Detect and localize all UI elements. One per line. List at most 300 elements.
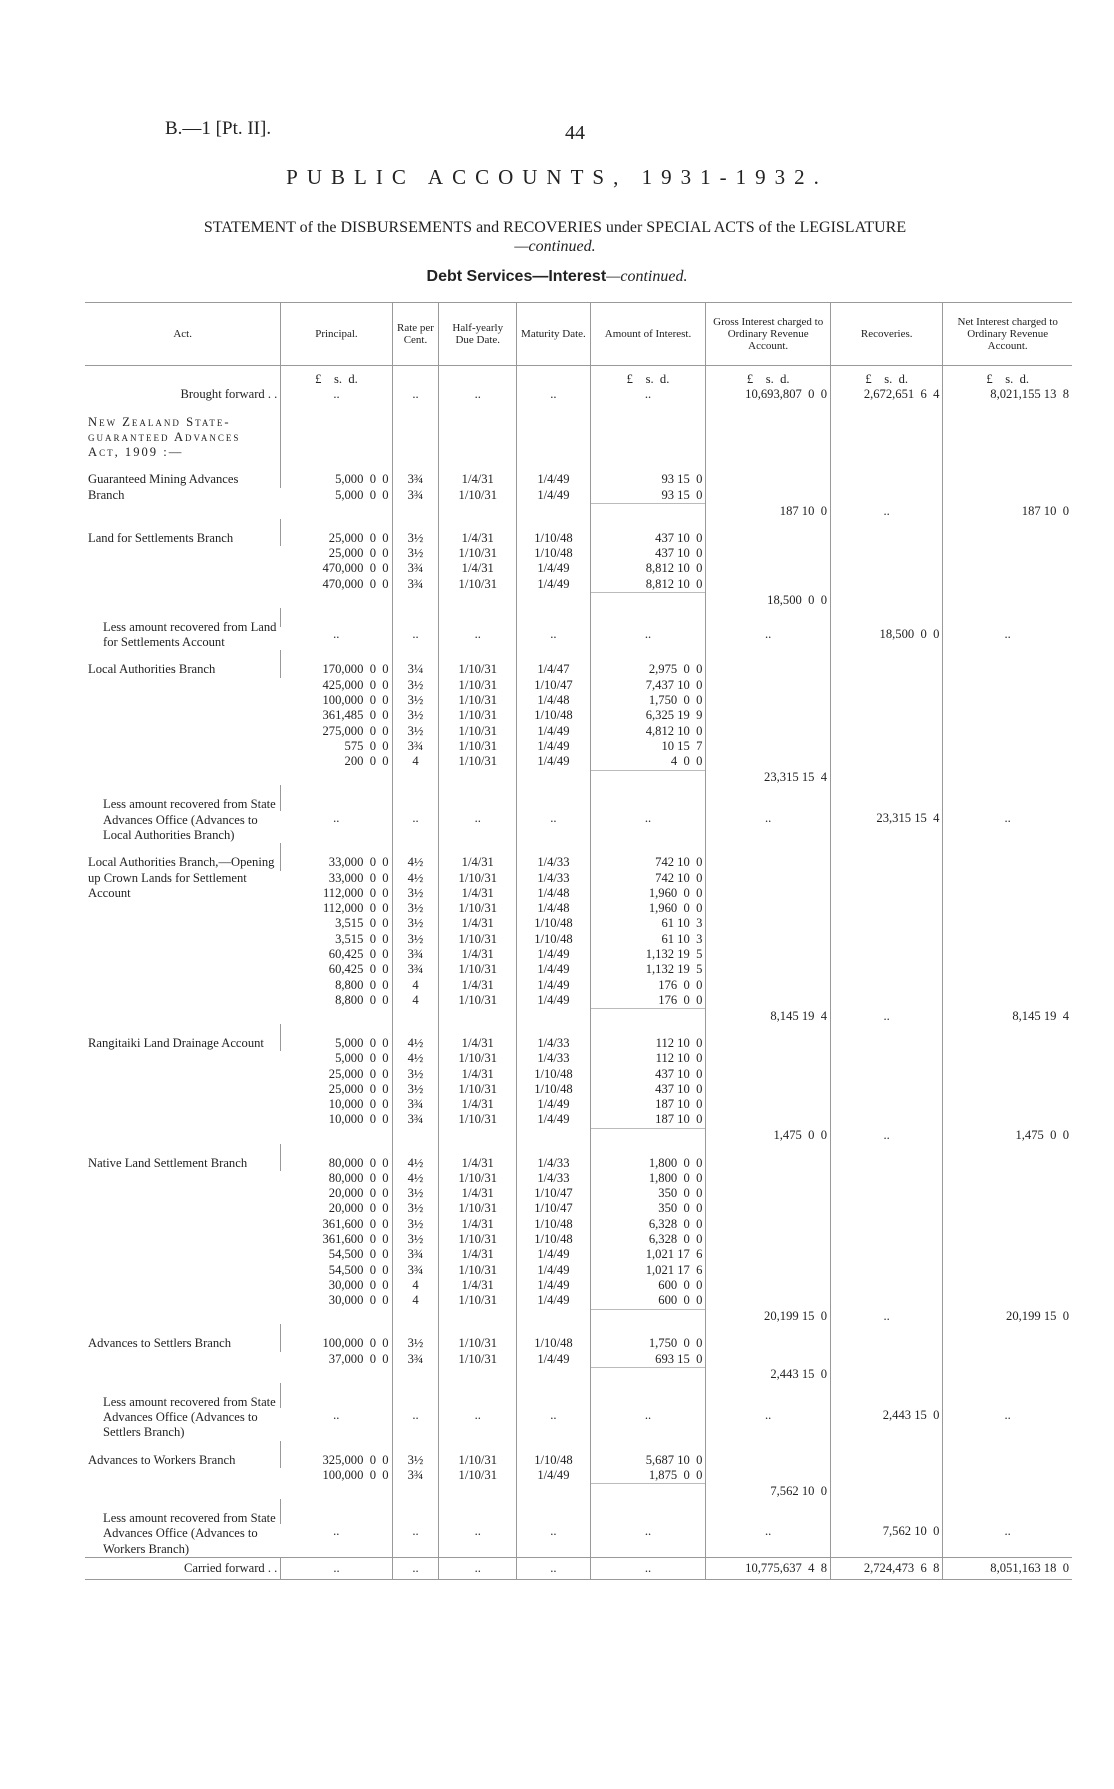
interest-amount-cell: 693 15 0 [590,1352,706,1368]
gross-cell [706,1293,831,1309]
rate-cell [392,1128,439,1143]
act-heading [85,403,281,461]
recoveries-cell [831,519,943,546]
due-date-cell [439,1484,517,1499]
principal-cell: .. [333,1408,340,1423]
interest-amount-cell: .. [590,1524,706,1557]
gross-cell [706,1082,831,1097]
due-date-cell: 1/10/31 [439,1112,517,1128]
recoveries-cell [831,678,943,693]
interest-amount-cell: 61 10 3 [590,916,706,931]
net-cell: .. [943,1524,1072,1557]
empty-cell [392,785,439,810]
principal-cell: 575 0 0 [344,738,389,753]
gross-cell [706,546,831,561]
principal-cell: 10,000 0 0 [328,1112,389,1127]
interest-amount-cell: 2,975 0 0 [590,650,706,677]
principal-cell: 361,600 0 0 [322,1232,389,1247]
maturity-date-cell: 1/10/48 [517,1441,590,1468]
principal-cell [281,1367,392,1382]
due-date-cell: 1/10/31 [439,1201,517,1216]
principal-cell: 470,000 0 0 [322,561,389,576]
interest-amount-cell: 93 15 0 [590,460,706,487]
gross-cell: 187 10 0 [706,504,831,519]
recoveries-cell [831,947,943,962]
col-due: Half-yearly Due Date. [439,303,517,366]
empty-cell [281,785,392,810]
principal-cell: 275,000 0 0 [322,723,389,738]
due-date-cell: 1/10/31 [439,1082,517,1097]
due-date-cell: .. [439,811,517,843]
rate-cell: 4½ [392,871,439,886]
net-cell [943,1144,1072,1171]
recoveries-cell [831,1293,943,1309]
interest-amount-cell: 437 10 0 [590,546,706,561]
due-date-cell: 1/10/31 [439,1324,517,1351]
empty-cell [831,608,943,627]
maturity-date-cell [517,1484,590,1499]
net-cell [943,843,1072,870]
principal-cell: 30,000 0 0 [328,1277,389,1292]
empty-cell [439,785,517,810]
due-date-cell: 1/4/31 [439,947,517,962]
empty-cell [439,608,517,627]
gross-cell: 18,500 0 0 [706,593,831,608]
recoveries-cell [831,1144,943,1171]
principal-cell [281,593,392,608]
principal-cell: 60,425 0 0 [328,947,389,961]
principal-cell [281,1128,392,1143]
gross-cell: 7,562 10 0 [706,1484,831,1499]
due-date-cell: 1/10/31 [439,754,517,770]
gross-cell [706,993,831,1009]
interest-amount-cell: 1,800 0 0 [590,1171,706,1186]
net-cell [943,460,1072,487]
act-heading-line3: Act, 1909 :— [88,445,184,460]
recoveries-cell [831,962,943,977]
bf-due: .. [439,387,517,402]
maturity-date-cell: 1/4/49 [517,724,590,739]
section-subtitle [0,268,1114,286]
net-cell [943,1171,1072,1186]
recoveries-cell [831,593,943,608]
empty-cell [439,1499,517,1524]
due-date-cell: 1/10/31 [439,724,517,739]
due-date-cell: 1/10/31 [439,650,517,677]
principal-cell: 25,000 0 0 [328,1066,389,1081]
statement-continued: —continued. [514,238,596,255]
principal-cell: .. [333,1524,340,1539]
rate-cell: 3½ [392,916,439,931]
act-heading-row [85,403,1072,461]
principal-cell: 112,000 0 0 [322,901,389,916]
gross-cell: .. [706,1408,831,1440]
interest-amount-cell: 187 10 0 [590,1097,706,1112]
principal-cell: 33,000 0 0 [281,843,392,870]
net-cell [943,1367,1072,1382]
due-date-cell [439,1009,517,1024]
rate-cell: 3½ [392,886,439,901]
gross-cell [706,561,831,576]
recoveries-cell [831,978,943,993]
principal-cell: 361,600 0 0 [322,1216,389,1231]
rate-cell: 4 [392,1278,439,1293]
rate-cell: 3¾ [392,1112,439,1128]
rate-cell: 4½ [392,1144,439,1171]
principal-cell: 361,485 0 0 [322,708,389,723]
due-date-cell: .. [439,627,517,651]
rate-cell: 3½ [392,693,439,708]
recoveries-cell [831,561,943,576]
recoveries-cell [831,739,943,754]
gross-cell [706,1352,831,1368]
rate-cell: 3¾ [392,488,439,504]
empty-cell [706,608,831,627]
maturity-date-cell: 1/4/47 [517,650,590,677]
recoveries-cell [831,708,943,723]
cf-due: .. [439,1557,517,1579]
empty-cell [706,785,831,810]
bf-recoveries: 2,672,651 6 4 [831,387,943,402]
rate-cell: 3¾ [392,1263,439,1278]
recoveries-cell [831,1082,943,1097]
gross-cell: .. [706,627,831,651]
empty-cell [943,608,1072,627]
gross-cell [706,1441,831,1468]
recoveries-cell [831,886,943,901]
act-heading-line1: New Zealand State- [88,414,231,429]
maturity-date-cell: 1/4/33 [517,1051,590,1066]
empty-cell [831,1499,943,1524]
cf-rate: .. [392,1557,439,1579]
rate-cell: 3¾ [392,962,439,977]
interest-amount-cell: 600 0 0 [590,1293,706,1309]
rate-cell: 3¾ [392,739,439,754]
maturity-date-cell: 1/4/49 [517,947,590,962]
rate-cell [392,1309,439,1324]
recoveries-cell [831,1217,943,1232]
empty-cell [392,1383,439,1408]
gross-cell: 1,475 0 0 [706,1128,831,1143]
interest-amount-cell: 437 10 0 [590,519,706,546]
maturity-date-cell: 1/4/49 [517,1352,590,1368]
rate-cell: 4 [392,993,439,1009]
subtitle-continued: —continued. [606,268,688,285]
interest-amount-cell: 1,960 0 0 [590,886,706,901]
carried-forward-label: Carried forward . . [85,1557,281,1579]
principal-cell: 54,500 0 0 [328,1262,389,1277]
gross-cell [706,1247,831,1262]
interest-amount-cell: 742 10 0 [590,871,706,886]
interest-amount-cell: 8,812 10 0 [590,577,706,593]
interest-amount-cell: 437 10 0 [590,1082,706,1097]
due-date-cell [439,593,517,608]
interest-amount-cell: 93 15 0 [590,488,706,504]
net-cell [943,1051,1072,1066]
due-date-cell: 1/4/31 [439,519,517,546]
gross-cell [706,962,831,977]
rate-cell: 3½ [392,1217,439,1232]
net-cell [943,1186,1072,1201]
recoveries-cell [831,932,943,947]
principal-cell: 20,000 0 0 [328,1186,389,1201]
recoveries-cell [831,693,943,708]
principal-cell: 10,000 0 0 [328,1097,389,1112]
due-date-cell: 1/4/31 [439,1278,517,1293]
gross-cell [706,724,831,739]
due-date-cell: 1/10/31 [439,1293,517,1309]
due-date-cell: 1/10/31 [439,577,517,593]
section-name: Guaranteed Mining Advances Branch [88,472,239,502]
table-row [85,1144,1072,1171]
maturity-date-cell [517,1009,590,1024]
gross-cell [706,488,831,504]
col-maturity: Maturity Date. [517,303,590,366]
principal-cell: 5,000 0 0 [335,1051,389,1066]
interest-amount-cell: 1,021 17 6 [590,1247,706,1262]
recoveries-cell [831,724,943,739]
interest-amount-cell: 1,021 17 6 [590,1263,706,1278]
gross-cell [706,754,831,770]
rate-cell: 3½ [392,901,439,916]
maturity-date-cell [517,770,590,785]
recoveries-cell [831,993,943,1009]
interest-amount-cell: .. [590,1408,706,1440]
table-row [85,519,1072,546]
gross-cell [706,1024,831,1051]
net-cell: .. [943,811,1072,843]
cf-gross: 10,775,637 4 8 [706,1557,831,1579]
maturity-date-cell: 1/4/49 [517,1263,590,1278]
maturity-date-cell: 1/10/48 [517,708,590,723]
cf-net: 8,051,163 18 0 [943,1557,1072,1579]
maturity-date-cell: 1/4/49 [517,1247,590,1262]
interest-amount-cell [590,504,706,519]
recoveries-cell [831,1051,943,1066]
due-date-cell: 1/4/31 [439,561,517,576]
gross-cell: 23,315 15 4 [706,770,831,785]
principal-cell: 100,000 0 0 [322,1467,389,1482]
recoveries-cell: .. [831,1309,943,1324]
maturity-date-cell: 1/10/47 [517,1186,590,1201]
gross-cell [706,916,831,931]
col-net: Net Interest charged to Ordinary Revenue Account. [943,303,1072,366]
due-date-cell: 1/4/31 [439,460,517,487]
principal-cell: 5,000 0 0 [335,487,389,502]
maturity-date-cell: 1/4/49 [517,754,590,770]
rate-cell: .. [392,627,439,651]
principal-cell: 37,000 0 0 [328,1351,389,1366]
empty-cell [281,1499,392,1524]
due-date-cell [439,504,517,519]
recoveries-cell [831,1232,943,1247]
principal-cell: 8,800 0 0 [335,977,389,992]
interest-amount-cell [590,1309,706,1324]
principal-cell: 170,000 0 0 [281,650,392,677]
net-cell [943,693,1072,708]
interest-amount-cell: 350 0 0 [590,1201,706,1216]
empty-cell [281,1383,392,1408]
recoveries-cell [831,871,943,886]
net-cell [943,1217,1072,1232]
recoveries-cell [831,1097,943,1112]
col-gross: Gross Interest charged to Ordinary Revenue Account. [706,303,831,366]
table-row [85,608,1072,627]
rate-cell: .. [392,1408,439,1440]
net-cell [943,754,1072,770]
net-cell [943,916,1072,931]
maturity-date-cell: .. [517,627,590,651]
principal-cell: .. [333,810,340,825]
net-cell [943,708,1072,723]
net-cell: 1,475 0 0 [943,1128,1072,1143]
recoveries-cell [831,546,943,561]
rate-cell: 3½ [392,1232,439,1247]
rate-cell: .. [392,1524,439,1557]
due-date-cell: 1/4/31 [439,1144,517,1171]
interest-amount-cell: 112 10 0 [590,1051,706,1066]
principal-cell: 3,515 0 0 [335,931,389,946]
col-rate: Rate per Cent. [392,303,439,366]
empty-cell [831,1383,943,1408]
interest-amount-cell [590,1009,706,1024]
recoveries-cell [831,843,943,870]
gross-cell [706,1468,831,1484]
due-date-cell: 1/4/31 [439,843,517,870]
unit-recoveries: £ s. d. [831,366,943,388]
interest-amount-cell: 176 0 0 [590,993,706,1009]
recoveries-cell: .. [831,504,943,519]
ledger-table [85,302,1072,1580]
maturity-date-cell: 1/4/49 [517,577,590,593]
due-date-cell: 1/4/31 [439,916,517,931]
recoveries-cell [831,1324,943,1351]
due-date-cell: 1/4/31 [439,1024,517,1051]
gross-cell [706,678,831,693]
unit-principal: £ s. d. [281,366,392,388]
maturity-date-cell: 1/4/49 [517,978,590,993]
rate-cell: 3¾ [392,1247,439,1262]
interest-amount-cell: 8,812 10 0 [590,561,706,576]
interest-amount-cell: 1,800 0 0 [590,1144,706,1171]
interest-amount-cell: 6,325 19 9 [590,708,706,723]
due-date-cell [439,1309,517,1324]
gross-cell [706,460,831,487]
due-date-cell [439,770,517,785]
net-cell [943,1067,1072,1082]
gross-cell [706,650,831,677]
principal-cell: 20,000 0 0 [328,1201,389,1216]
maturity-date-cell: 1/10/48 [517,1324,590,1351]
maturity-date-cell: 1/4/33 [517,1171,590,1186]
net-cell [943,993,1072,1009]
net-cell [943,1112,1072,1128]
rate-cell: 4½ [392,1051,439,1066]
interest-amount-cell [590,593,706,608]
net-cell: 187 10 0 [943,504,1072,519]
empty-cell [590,1383,706,1408]
net-cell [943,1441,1072,1468]
col-principal: Principal. [281,303,392,366]
section-name: Land for Settlements Branch [88,530,234,545]
gross-cell [706,1186,831,1201]
table-row [85,1324,1072,1351]
net-cell [943,1352,1072,1368]
net-cell: 8,145 19 4 [943,1009,1072,1024]
net-cell [943,724,1072,739]
document-reference: B.—1 [Pt. II]. [165,118,272,139]
rate-cell: 4 [392,1293,439,1309]
net-cell [943,1484,1072,1499]
principal-cell: 3,515 0 0 [335,916,389,931]
gross-cell [706,1051,831,1066]
due-date-cell: 1/10/31 [439,678,517,693]
gross-cell [706,708,831,723]
section-name: Less amount recovered from Land for Settlements Account [103,619,277,650]
cf-recoveries: 2,724,473 6 8 [831,1557,943,1579]
maturity-date-cell: 1/4/49 [517,962,590,977]
col-amount: Amount of Interest. [590,303,706,366]
empty-cell [943,1383,1072,1408]
rate-cell: 3¾ [392,577,439,593]
net-cell [943,1201,1072,1216]
bf-principal: .. [281,387,392,402]
maturity-date-cell: 1/4/49 [517,1097,590,1112]
empty-cell [392,1499,439,1524]
maturity-date-cell: 1/10/48 [517,546,590,561]
interest-amount-cell: 5,687 10 0 [590,1441,706,1468]
principal-cell: 100,000 0 0 [322,693,389,708]
interest-amount-cell: 1,875 0 0 [590,1468,706,1484]
maturity-date-cell: 1/4/49 [517,1112,590,1128]
rate-cell [392,1367,439,1382]
statement-text: STATEMENT of the DISBURSEMENTS and RECOVERIES under SPECIAL ACTS of the LEGISLATURE [203,219,907,236]
recoveries-cell [831,650,943,677]
due-date-cell: 1/10/31 [439,1468,517,1484]
rate-cell: 3¾ [392,1352,439,1368]
maturity-date-cell: 1/10/48 [517,519,590,546]
section-name: Rangitaiki Land Drainage Account [88,1035,264,1050]
interest-amount-cell: 350 0 0 [590,1186,706,1201]
net-cell [943,1324,1072,1351]
net-cell [943,739,1072,754]
gross-cell [706,1097,831,1112]
principal-cell: 5,000 0 0 [281,1024,392,1051]
net-cell [943,546,1072,561]
principal-cell: 325,000 0 0 [281,1441,392,1468]
net-cell: .. [943,627,1072,651]
recoveries-cell [831,1263,943,1278]
interest-amount-cell: .. [590,627,706,651]
principal-cell: 33,000 0 0 [328,870,389,885]
due-date-cell: 1/10/31 [439,739,517,754]
empty-cell [517,785,590,810]
col-act: Act. [85,303,281,366]
act-heading-line2: guaranteed Advances [88,429,241,444]
brought-forward-label: Brought forward . . [180,387,278,402]
rate-cell [392,1484,439,1499]
gross-cell [706,901,831,916]
maturity-date-cell: 1/10/48 [517,1067,590,1082]
principal-cell: 54,500 0 0 [328,1247,389,1262]
rate-cell: 3½ [392,519,439,546]
table-row [85,1024,1072,1051]
net-cell: 20,199 15 0 [943,1309,1072,1324]
recoveries-cell [831,1112,943,1128]
due-date-cell: 1/10/31 [439,871,517,886]
due-date-cell [439,1367,517,1382]
recoveries-cell [831,770,943,785]
